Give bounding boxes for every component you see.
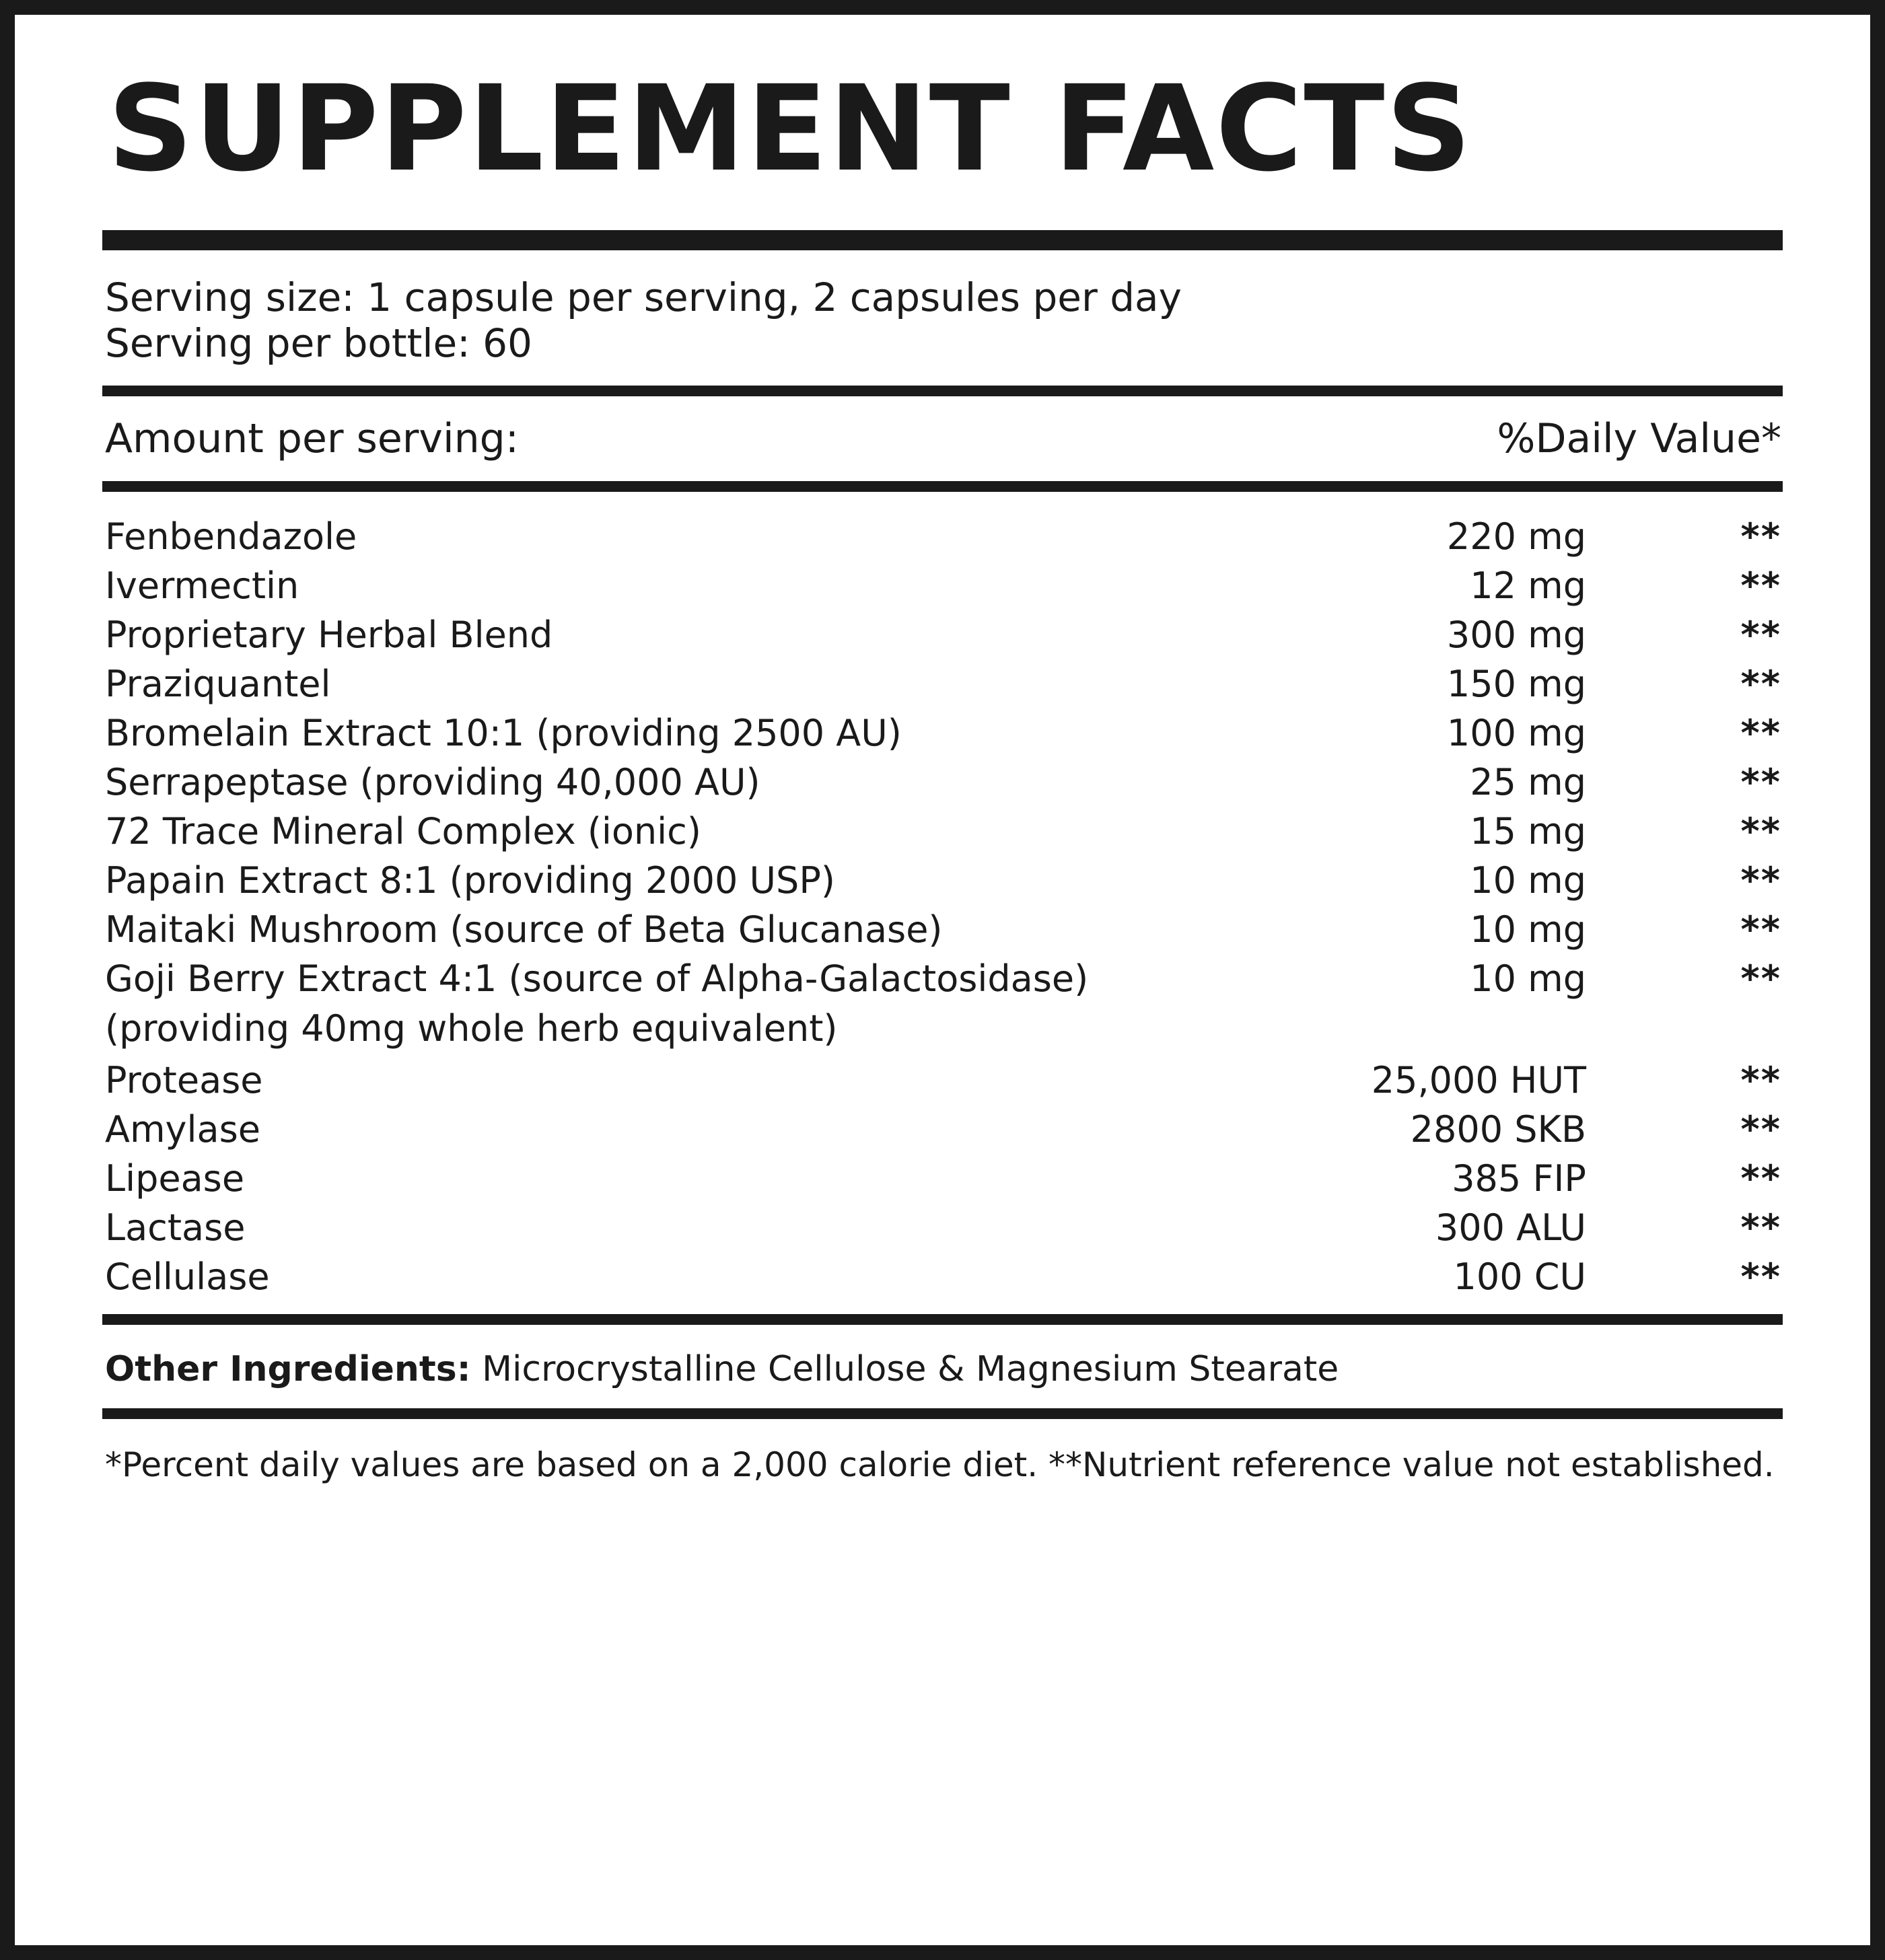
ingredient-amount: 15 mg (1470, 809, 1586, 852)
other-ingredients-label: Other Ingredients: (105, 1348, 471, 1389)
ingredient-daily-value: ** (1740, 662, 1781, 705)
ingredient-amount: 300 mg (1446, 613, 1586, 656)
ingredient-name: Fenbendazole (105, 515, 357, 558)
ingredient-daily-value: ** (1740, 1157, 1781, 1200)
ingredient-amount: 385 FIP (1452, 1157, 1586, 1200)
table-row (105, 859, 1781, 902)
ingredient-name: Amylase (105, 1108, 260, 1151)
other-ingredients (105, 1349, 1781, 1389)
table-row (105, 1255, 1781, 1298)
ingredient-name: Ivermectin (105, 564, 299, 607)
ingredient-amount: 2800 SKB (1410, 1108, 1586, 1151)
ingredient-amount: 100 mg (1446, 711, 1586, 754)
ingredient-name: Cellulase (105, 1255, 270, 1298)
goji-subline: (providing 40mg whole herb equivalent) (105, 1007, 838, 1050)
ingredient-amount: 10 mg (1470, 957, 1586, 1000)
ingredient-name: Protease (105, 1058, 263, 1101)
ingredient-daily-value: ** (1740, 1058, 1781, 1101)
ingredient-daily-value: ** (1740, 908, 1781, 951)
amount-per-serving-header: Amount per serving: (105, 414, 519, 462)
table-row (105, 662, 1781, 705)
table-row (105, 1108, 1781, 1151)
ingredient-daily-value: ** (1740, 1108, 1781, 1151)
table-header-row (105, 415, 1781, 462)
table-row (105, 760, 1781, 803)
divider-under-title (102, 230, 1783, 250)
divider-under-serving (102, 386, 1783, 396)
table-row (105, 613, 1781, 656)
ingredient-amount: 100 CU (1453, 1255, 1586, 1298)
divider-above-other-ingredients (102, 1314, 1783, 1325)
ingredient-amount: 25,000 HUT (1371, 1058, 1586, 1101)
ingredient-name: Bromelain Extract 10:1 (providing 2500 AU) (105, 711, 902, 754)
ingredient-name: Lipease (105, 1157, 245, 1200)
ingredient-amount: 10 mg (1470, 859, 1586, 902)
ingredient-name: Lactase (105, 1206, 246, 1249)
ingredient-amount: 220 mg (1446, 515, 1586, 558)
divider-above-footnote (102, 1408, 1783, 1419)
table-row (105, 809, 1781, 852)
ingredient-amount: 12 mg (1470, 564, 1586, 607)
ingredient-daily-value: ** (1740, 711, 1781, 754)
other-ingredients-value: Microcrystalline Cellulose & Magnesium Stearate (470, 1348, 1339, 1389)
page-title: SUPPLEMENT FACTS (108, 60, 1473, 198)
ingredient-name: Maitaki Mushroom (source of Beta Glucanase) (105, 908, 943, 951)
serving-size-text: Serving size: 1 capsule per serving, 2 capsules per day (105, 275, 1182, 320)
ingredient-name: Papain Extract 8:1 (providing 2000 USP) (105, 859, 835, 902)
ingredient-name: 72 Trace Mineral Complex (ionic) (105, 809, 701, 852)
ingredient-amount: 10 mg (1470, 908, 1586, 951)
ingredient-daily-value: ** (1740, 760, 1781, 803)
divider-under-header (102, 481, 1783, 492)
table-row (105, 1058, 1781, 1101)
ingredient-name: Praziquantel (105, 662, 331, 705)
table-row (105, 711, 1781, 754)
ingredient-daily-value: ** (1740, 613, 1781, 656)
table-row (105, 957, 1781, 1000)
table-row (105, 515, 1781, 558)
ingredient-daily-value: ** (1740, 1255, 1781, 1298)
ingredient-daily-value: ** (1740, 957, 1781, 1000)
daily-value-header: %Daily Value* (1497, 414, 1781, 462)
ingredient-amount: 150 mg (1446, 662, 1586, 705)
ingredient-amount: 25 mg (1470, 760, 1586, 803)
ingredient-amount: 300 ALU (1435, 1206, 1586, 1249)
ingredient-name: Proprietary Herbal Blend (105, 613, 553, 656)
table-row (105, 1157, 1781, 1200)
ingredient-name: Serrapeptase (providing 40,000 AU) (105, 760, 760, 803)
table-row (105, 564, 1781, 607)
servings-per-bottle-text: Serving per bottle: 60 (105, 320, 532, 367)
ingredient-daily-value: ** (1740, 859, 1781, 902)
ingredient-daily-value: ** (1740, 564, 1781, 607)
ingredient-name: Goji Berry Extract 4:1 (source of Alpha-Galactosidase) (105, 957, 1089, 1000)
table-row (105, 908, 1781, 951)
footnote-text: *Percent daily values are based on a 2,000 calorie diet. **Nutrient reference value not established. (105, 1445, 1775, 1484)
table-row (105, 1206, 1781, 1249)
ingredient-daily-value: ** (1740, 809, 1781, 852)
ingredient-table (105, 515, 1781, 1298)
ingredient-daily-value: ** (1740, 515, 1781, 558)
ingredient-daily-value: ** (1740, 1206, 1781, 1249)
serving-info (105, 275, 1796, 367)
